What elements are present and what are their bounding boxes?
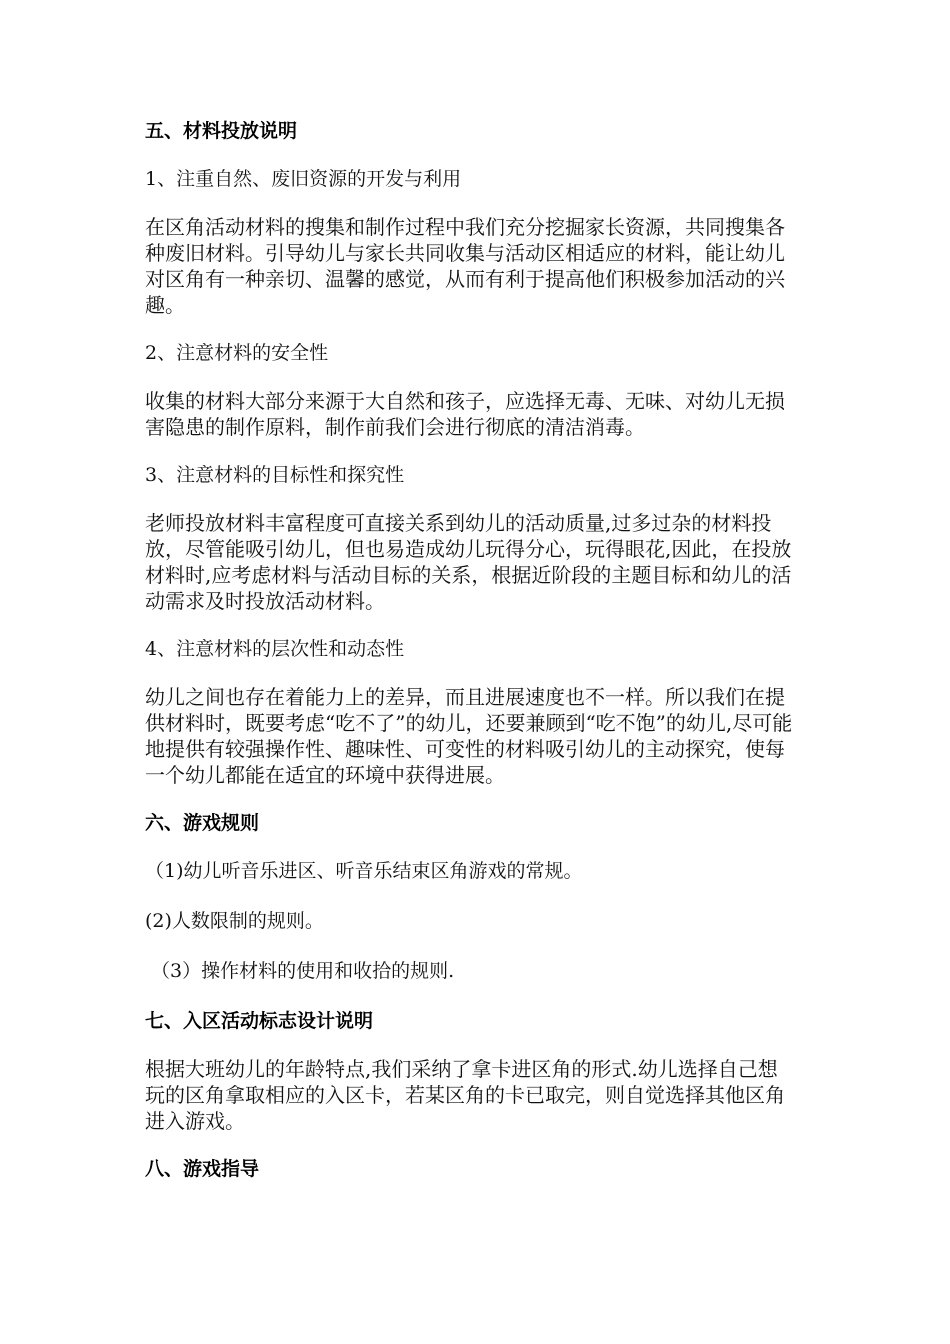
- document-page: [145, 118, 795, 1204]
- rule-3: （3）操作材料的使用和收拾的规则.: [151, 960, 455, 982]
- section-7-title: 七、入区活动标志设计说明: [145, 1010, 374, 1032]
- section-8-title: 八、游戏指导: [145, 1158, 260, 1180]
- section-5-item-4-body: 幼儿之间也存在着能力上的差异，而且进展速度也不一样。所以我们在提供材料时，既要考虑“吃不了”的幼儿，还要兼顾到“吃不饱”的幼儿,尽可能地提供有较强操作性、趣味性、可变性的材料吸引幼儿的主动探究，使每一个幼儿都能在适宜的环境中获得进展。: [145, 685, 793, 787]
- section-5-item-1-heading: 1、注重自然、废旧资源的开发与利用: [145, 168, 462, 190]
- section-5-title: 五、材料投放说明: [145, 120, 298, 142]
- section-5-item-2-heading: 2、注意材料的安全性: [145, 342, 329, 364]
- section-6-title: 六、游戏规则: [145, 812, 260, 834]
- section-7-body: 根据大班幼儿的年龄特点,我们采纳了拿卡进区角的形式.幼儿选择自己想玩的区角拿取相应的入区卡，若某区角的卡已取完，则自觉选择其他区角进入游戏。: [145, 1057, 785, 1133]
- section-5-item-1-body: 在区角活动材料的搜集和制作过程中我们充分挖掘家长资源，共同搜集各种废旧材料。引导幼儿与家长共同收集与活动区相适应的材料，能让幼儿对区角有一种亲切、温馨的感觉，从而有利于提高他们积极参加活动的兴趣。: [145, 215, 785, 317]
- section-5-item-3-heading: 3、注意材料的目标性和探究性: [145, 464, 405, 486]
- section-5-item-4-heading: 4、注意材料的层次性和动态性: [145, 638, 405, 660]
- section-5-item-2-body: 收集的材料大部分来源于大自然和孩子，应选择无毒、无味、对幼儿无损害隐患的制作原料，制作前我们会进行彻底的清洁消毒。: [145, 389, 785, 439]
- rule-2: (2)人数限制的规则。: [145, 910, 324, 932]
- section-5-item-3-body: 老师投放材料丰富程度可直接关系到幼儿的活动质量,过多过杂的材料投放，尽管能吸引幼儿，但也易造成幼儿玩得分心，玩得眼花,因此，在投放材料时,应考虑材料与活动目标的关系，根据近阶段的主题目标和幼儿的活动需求及时投放活动材料。: [145, 511, 792, 613]
- rule-1: （1)幼儿听音乐进区、听音乐结束区角游戏的常规。: [145, 860, 583, 882]
